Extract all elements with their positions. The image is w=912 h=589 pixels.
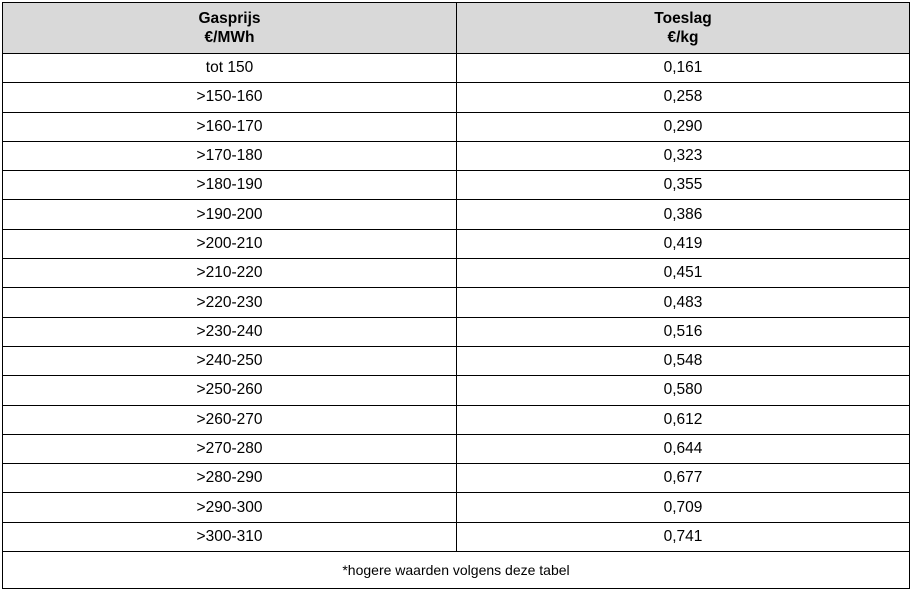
toeslag-cell: 0,741 [457, 522, 910, 551]
gasprijs-cell: >300-310 [3, 522, 457, 551]
toeslag-cell: 0,323 [457, 141, 910, 170]
table-row [3, 405, 910, 434]
table-row [3, 112, 910, 141]
gasprijs-cell: >150-160 [3, 83, 457, 112]
table-row [3, 464, 910, 493]
table-row [3, 54, 910, 83]
toeslag-cell: 0,580 [457, 376, 910, 405]
toeslag-cell: 0,290 [457, 112, 910, 141]
table-row [3, 259, 910, 288]
gasprijs-cell: >240-250 [3, 346, 457, 375]
header-toeslag-unit: €/kg [667, 29, 699, 46]
table-row [3, 434, 910, 463]
toeslag-cell: 0,709 [457, 493, 910, 522]
table-row [3, 141, 910, 170]
gasprijs-cell: >260-270 [3, 405, 457, 434]
table-row [3, 317, 910, 346]
table-row [3, 376, 910, 405]
table-row [3, 200, 910, 229]
table-row [3, 171, 910, 200]
toeslag-cell: 0,516 [457, 317, 910, 346]
header-gasprijs [3, 3, 457, 54]
gasprijs-cell: >210-220 [3, 259, 457, 288]
header-gasprijs-unit: €/MWh [204, 29, 255, 46]
gasprijs-cell: >190-200 [3, 200, 457, 229]
table-row [3, 229, 910, 258]
table-row [3, 522, 910, 551]
header-gasprijs-title: Gasprijs [198, 10, 261, 27]
gasprijs-cell: >200-210 [3, 229, 457, 258]
gasprijs-cell: >230-240 [3, 317, 457, 346]
toeslag-cell: 0,451 [457, 259, 910, 288]
gasprijs-cell: >170-180 [3, 141, 457, 170]
table-row [3, 493, 910, 522]
table-row [3, 346, 910, 375]
footnote: *hogere waarden volgens deze tabel [3, 552, 910, 589]
table-body [3, 54, 910, 552]
footnote-row [3, 552, 910, 589]
toeslag-cell: 0,548 [457, 346, 910, 375]
gasprijs-cell: >160-170 [3, 112, 457, 141]
toeslag-cell: 0,386 [457, 200, 910, 229]
toeslag-cell: 0,258 [457, 83, 910, 112]
gasprijs-cell: >180-190 [3, 171, 457, 200]
table-row [3, 288, 910, 317]
surcharge-table [2, 2, 910, 589]
toeslag-cell: 0,612 [457, 405, 910, 434]
toeslag-cell: 0,161 [457, 54, 910, 83]
gasprijs-cell: >220-230 [3, 288, 457, 317]
header-row [3, 3, 910, 54]
header-toeslag [457, 3, 910, 54]
gasprijs-cell: >280-290 [3, 464, 457, 493]
toeslag-cell: 0,355 [457, 171, 910, 200]
gasprijs-cell: tot 150 [3, 54, 457, 83]
gasprijs-cell: >250-260 [3, 376, 457, 405]
toeslag-cell: 0,677 [457, 464, 910, 493]
toeslag-cell: 0,419 [457, 229, 910, 258]
toeslag-cell: 0,483 [457, 288, 910, 317]
gasprijs-cell: >290-300 [3, 493, 457, 522]
header-toeslag-title: Toeslag [654, 10, 712, 27]
toeslag-cell: 0,644 [457, 434, 910, 463]
table-row [3, 83, 910, 112]
gasprijs-cell: >270-280 [3, 434, 457, 463]
